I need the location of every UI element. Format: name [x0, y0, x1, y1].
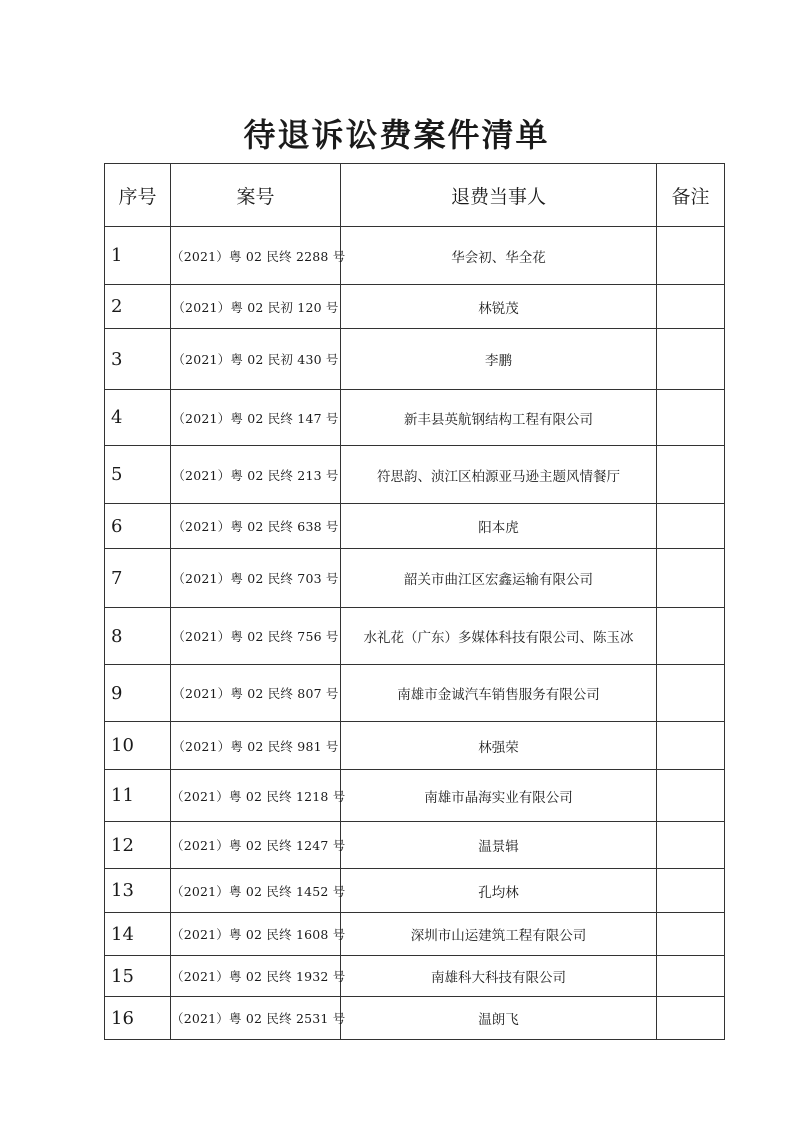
row-case-number: （2021）粤 02 民终 1218 号 — [171, 770, 341, 822]
row-case-number: （2021）粤 02 民终 147 号 — [171, 390, 341, 446]
table-row — [105, 869, 725, 913]
row-party: 南雄市金诚汽车销售服务有限公司 — [341, 665, 657, 722]
row-remark — [657, 504, 725, 549]
table-row — [105, 913, 725, 956]
row-no: 13 — [105, 869, 171, 913]
table-row — [105, 722, 725, 770]
row-remark — [657, 869, 725, 913]
row-party: 水礼花（广东）多媒体科技有限公司、陈玉冰 — [341, 608, 657, 665]
table-row — [105, 446, 725, 504]
row-case-number: （2021）粤 02 民终 703 号 — [171, 549, 341, 608]
row-remark — [657, 822, 725, 869]
row-remark — [657, 665, 725, 722]
row-party: 新丰县英航钢结构工程有限公司 — [341, 390, 657, 446]
row-remark — [657, 390, 725, 446]
table-row — [105, 822, 725, 869]
row-party: 林强荣 — [341, 722, 657, 770]
page-title: 待退诉讼费案件清单 — [243, 116, 550, 154]
row-case-number: （2021）粤 02 民终 807 号 — [171, 665, 341, 722]
row-party: 华会初、华全花 — [341, 227, 657, 285]
row-no: 14 — [105, 913, 171, 956]
case-table — [104, 163, 725, 1040]
row-case-number: （2021）粤 02 民初 430 号 — [171, 329, 341, 390]
row-remark — [657, 770, 725, 822]
table-row — [105, 997, 725, 1040]
row-party: 南雄科大科技有限公司 — [341, 956, 657, 997]
row-no: 5 — [105, 446, 171, 504]
row-remark — [657, 227, 725, 285]
header-party: 退费当事人 — [341, 164, 657, 227]
table-row — [105, 390, 725, 446]
row-case-number: （2021）粤 02 民终 981 号 — [171, 722, 341, 770]
header-no: 序号 — [105, 164, 171, 227]
table-row — [105, 285, 725, 329]
row-remark — [657, 549, 725, 608]
row-remark — [657, 446, 725, 504]
table-row — [105, 956, 725, 997]
row-remark — [657, 913, 725, 956]
row-case-number: （2021）粤 02 民终 756 号 — [171, 608, 341, 665]
row-case-number: （2021）粤 02 民终 638 号 — [171, 504, 341, 549]
row-case-number: （2021）粤 02 民终 2288 号 — [171, 227, 341, 285]
row-case-number: （2021）粤 02 民终 1932 号 — [171, 956, 341, 997]
row-party: 孔均林 — [341, 869, 657, 913]
table-row — [105, 608, 725, 665]
row-remark — [657, 722, 725, 770]
row-case-number: （2021）粤 02 民终 2531 号 — [171, 997, 341, 1040]
table-header-row — [105, 164, 725, 227]
row-party: 温景辑 — [341, 822, 657, 869]
row-no: 10 — [105, 722, 171, 770]
row-remark — [657, 956, 725, 997]
row-party: 林锐茂 — [341, 285, 657, 329]
row-no: 15 — [105, 956, 171, 997]
row-no: 1 — [105, 227, 171, 285]
row-remark — [657, 285, 725, 329]
table-row — [105, 504, 725, 549]
row-party: 符思韵、浈江区柏源亚马逊主题风情餐厅 — [341, 446, 657, 504]
row-no: 4 — [105, 390, 171, 446]
row-party: 韶关市曲江区宏鑫运输有限公司 — [341, 549, 657, 608]
table-row — [105, 665, 725, 722]
row-party: 阳本虎 — [341, 504, 657, 549]
row-case-number: （2021）粤 02 民终 1452 号 — [171, 869, 341, 913]
table-row — [105, 549, 725, 608]
row-case-number: （2021）粤 02 民初 120 号 — [171, 285, 341, 329]
row-party: 深圳市山运建筑工程有限公司 — [341, 913, 657, 956]
row-no: 16 — [105, 997, 171, 1040]
row-no: 6 — [105, 504, 171, 549]
row-no: 2 — [105, 285, 171, 329]
row-remark — [657, 608, 725, 665]
header-remark: 备注 — [657, 164, 725, 227]
row-case-number: （2021）粤 02 民终 1608 号 — [171, 913, 341, 956]
row-remark — [657, 329, 725, 390]
row-party: 李鹏 — [341, 329, 657, 390]
row-remark — [657, 997, 725, 1040]
header-case: 案号 — [171, 164, 341, 227]
row-party: 温朗飞 — [341, 997, 657, 1040]
row-no: 12 — [105, 822, 171, 869]
table-row — [105, 227, 725, 285]
row-case-number: （2021）粤 02 民终 213 号 — [171, 446, 341, 504]
row-no: 7 — [105, 549, 171, 608]
table-row — [105, 329, 725, 390]
row-party: 南雄市晶海实业有限公司 — [341, 770, 657, 822]
table-row — [105, 770, 725, 822]
row-no: 11 — [105, 770, 171, 822]
row-no: 9 — [105, 665, 171, 722]
row-no: 3 — [105, 329, 171, 390]
row-case-number: （2021）粤 02 民终 1247 号 — [171, 822, 341, 869]
row-no: 8 — [105, 608, 171, 665]
